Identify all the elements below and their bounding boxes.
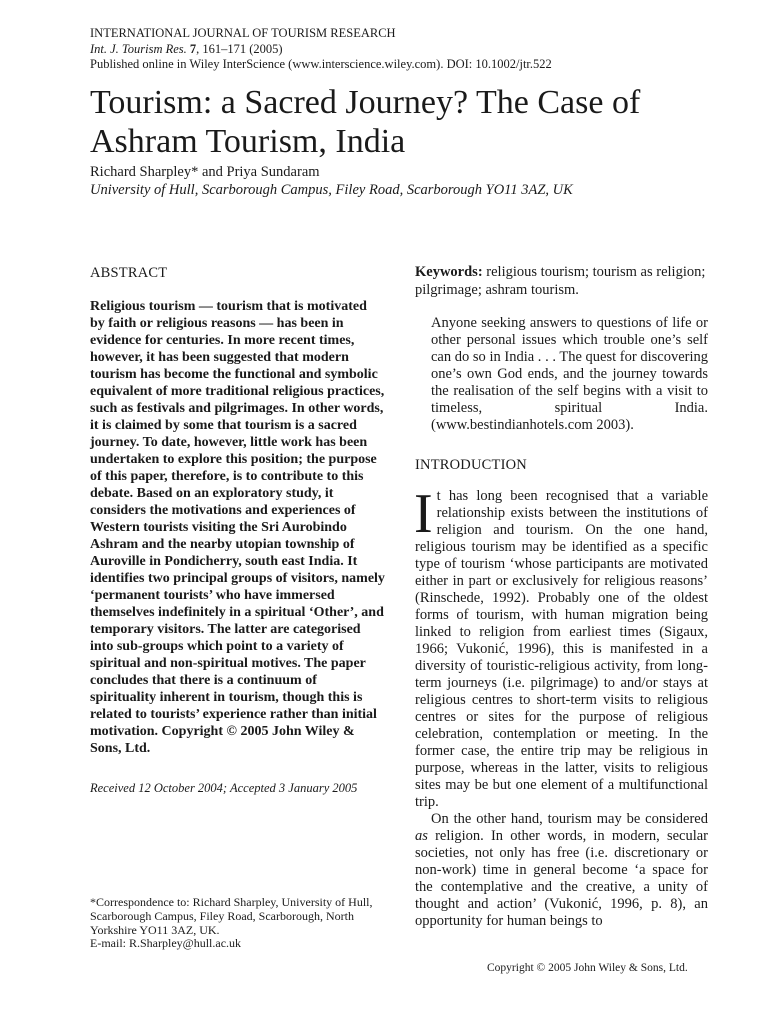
abstract-text: Religious tourism — tourism that is motivated by faith or religious reasons — has been in evidence for centuries. In more recent times, however, it has been suggested that modern tourism has become the functional and symbolic equivalent of more traditional religious practices, such as festivals and pilgrimages. In other words, it is claimed by some that tourism is a sacred journey. To date, however, little work has been undertaken to explore this position; the purpose of this paper, therefore, is to contribute to this debate. Based on an exploratory study, it considers the motivations and experiences of Western tourists visiting the Sri Aurobindo Ashram and the nearby utopian township of Auroville in Pondicherry, south east India. It identifies two principal groups of visitors, namely ‘permanent tourists’ who have immersed themselves indefinitely in a spiritual ‘Other’, and temporary visitors. The latter are categorised into sub-groups which point to a variety of spiritual and non-spiritual motives. The paper concludes that there is a continuum of spirituality inherent in tourism, though this is related to tourists’ experience rather than initial motivation. Copyright © 2005 John Wiley & Sons, Ltd. xyxy=(90,299,385,756)
journal-header xyxy=(90,26,552,73)
introduction-heading: INTRODUCTION xyxy=(415,457,527,473)
citation-pages-year: , 161–171 (2005) xyxy=(196,41,283,56)
correspondence-email: E-mail: R.Sharpley@hull.ac.uk xyxy=(90,936,242,951)
publication-info: Published online in Wiley InterScience (www.interscience.wiley.com). DOI: 10.1002/jtr.522 xyxy=(90,57,552,71)
citation-volume: 7 xyxy=(189,41,197,56)
citation xyxy=(90,42,552,58)
received-dates: Received 12 October 2004; Accepted 3 January 2005 xyxy=(90,781,358,795)
drop-cap: I xyxy=(414,483,433,545)
intro-paragraph-2 xyxy=(415,811,708,930)
abstract-heading: ABSTRACT xyxy=(90,265,168,281)
right-column xyxy=(415,264,708,930)
intro-paragraph-2-text-b: religion. In other words, in modern, secular societies, not only has free (i.e. discretionary or non-work) time in general become ‘a space for the contemplative and the creative, a unity of thought and action’ (Vukonić, 1996, p. 8), an opportunity for human beings to xyxy=(415,828,708,929)
intro-paragraph-1 xyxy=(414,483,708,811)
copyright-footer: Copyright © 2005 John Wiley & Sons, Ltd. xyxy=(487,962,688,974)
introduction-body xyxy=(414,483,708,930)
correspondence-text: *Correspondence to: Richard Sharpley, University of Hull, Scarborough Campus, Filey Road, Scarborough, North Yorkshire YO11 3AZ, UK. xyxy=(90,895,373,937)
journal-name: INTERNATIONAL JOURNAL OF TOURISM RESEARCH xyxy=(90,26,396,40)
epigraph-quote: Anyone seeking answers to questions of life or other personal issues which trouble one’s self can do so in India . . . The quest for discovering one’s own God ends, and the journey towards the realisation of the self begins with a visit to timeless, spiritual India. (www.bestindianhotels.com 2003). xyxy=(431,315,708,433)
keywords-list: religious tourism; tourism as religion; pilgrimage; ashram tourism. xyxy=(415,264,706,298)
intro-paragraph-2-emph: as xyxy=(415,828,428,844)
citation-journal-abbrev: Int. J. Tourism Res. xyxy=(90,41,187,56)
correspondence-footnote xyxy=(90,896,385,951)
intro-paragraph-1-text: t has long been recognised that a variable relationship exists between the institutions of religion and tourism. On the one hand, religious tourism may be identified as a specific type of tourism ‘whose participants are motivated either in part or exclusively for religious reasons’ (Rinschede, 1992). Probably one of the oldest forms of tourism, with human migration being linked to religion from earliest times (Sigaux, 1966; Vukonić, 1996), this is manifested in a diversity of touristic-religious activity, from long-term journeys (i.e. pilgrimage) to and/or stays at religious centres to short-term visits to religious centres or sites for the purpose of religious celebration, contemplation or meeting. In the former case, the entire trip may be religious in purpose, whereas in the latter, visits to religious sites may be but one element of a multifunctional trip. xyxy=(415,488,708,810)
authors: Richard Sharpley* and Priya Sundaram xyxy=(90,164,320,180)
paper-title: Tourism: a Sacred Journey? The Case of Ashram Tourism, India xyxy=(90,84,641,160)
keywords xyxy=(415,264,708,299)
keywords-label: Keywords: xyxy=(415,264,483,280)
left-column xyxy=(90,264,385,796)
affiliation: University of Hull, Scarborough Campus, Filey Road, Scarborough YO11 3AZ, UK xyxy=(90,182,573,198)
intro-paragraph-2-text-a: On the other hand, tourism may be considered xyxy=(431,811,708,827)
